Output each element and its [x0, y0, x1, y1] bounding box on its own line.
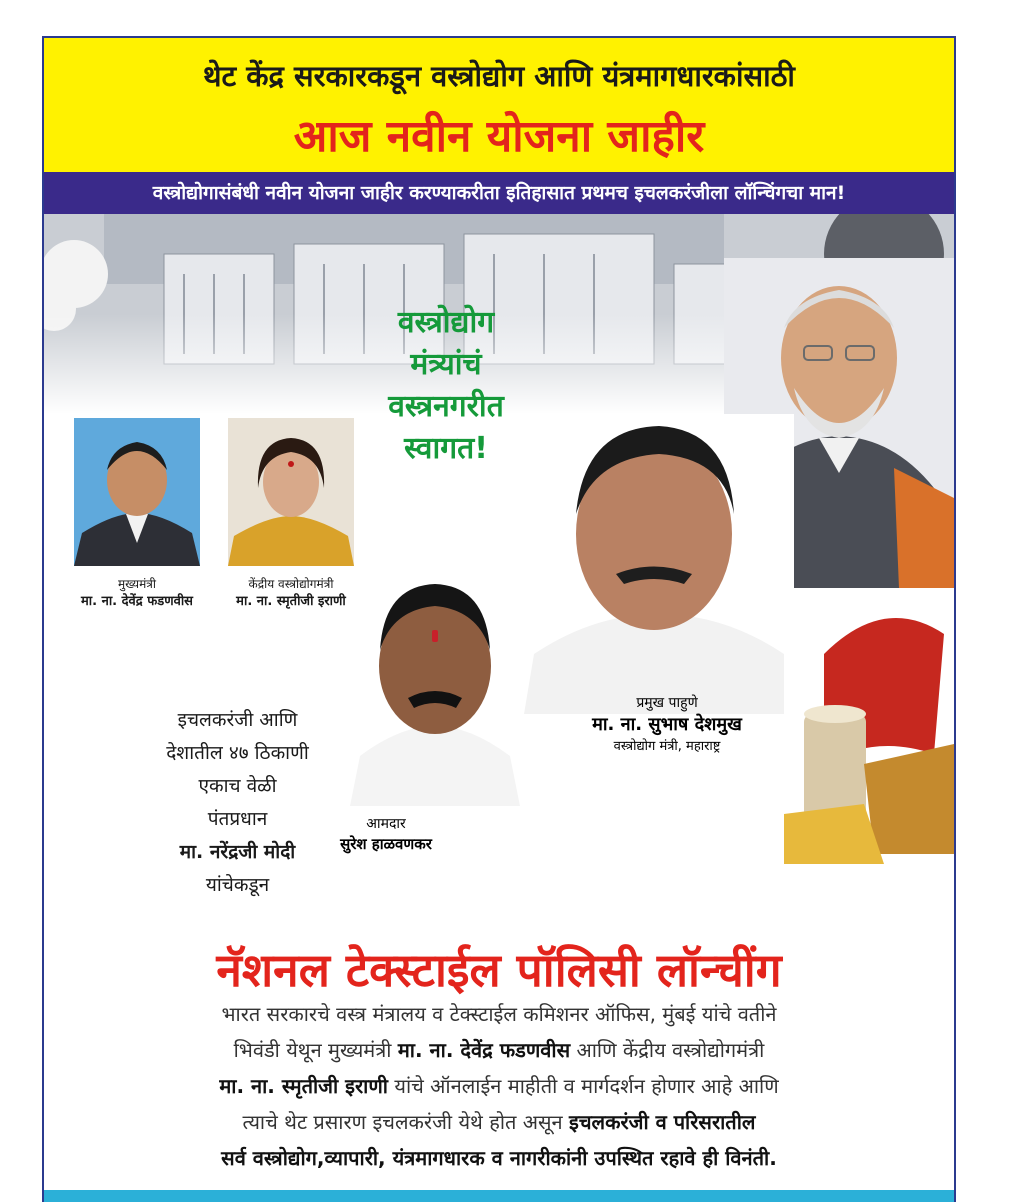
welcome-line: वस्त्रनगरीत — [388, 389, 504, 424]
chief-guest-caption — [522, 692, 812, 758]
intro-text — [130, 704, 345, 902]
photo-collage — [44, 214, 954, 934]
chief-guest-name: मा. ना. सुभाष देशमुख — [592, 714, 742, 735]
body-emphasis: मा. ना. स्मृतीजी इराणी — [219, 1074, 388, 1098]
body-fragment: भिवंडी येथून मुख्यमंत्री — [233, 1038, 398, 1062]
intro-line: पंतप्रधान — [207, 808, 268, 830]
body-emphasis: सर्व वस्त्रोद्योग,व्यापारी, यंत्रमागधारक व नागरीकांनी उपस्थित रहावे ही विनंती. — [221, 1146, 777, 1170]
bottom-strip — [44, 1190, 954, 1202]
main-title: नॅशनल टेक्स्टाईल पॉलिसी लॉन्चींग — [216, 943, 782, 997]
body-line — [58, 1032, 940, 1068]
intro-line: देशातील ४७ ठिकाणी — [166, 742, 309, 764]
cm-title: मुख्यमंत्री — [117, 577, 157, 591]
chief-guest-role: वस्त्रोद्योग मंत्री, महाराष्ट्र — [613, 739, 721, 754]
mla-portrait — [350, 566, 520, 806]
chief-guest-portrait — [524, 414, 794, 714]
textile-minister-photo — [228, 418, 354, 566]
headline-line-1: थेट केंद्र सरकारकडून वस्त्रोद्योग आणि यंत्रमागधारकांसाठी — [203, 59, 795, 93]
body-emphasis: इचलकरंजी व परिसरातील — [569, 1110, 756, 1134]
intro-line: इचलकरंजी आणि — [177, 709, 298, 731]
textile-minister-name: मा. ना. स्मृतीजी इराणी — [236, 594, 346, 609]
cm-caption — [66, 576, 208, 610]
body-line — [58, 1104, 940, 1140]
advertisement — [42, 36, 956, 1202]
intro-line: यांचेकडून — [205, 874, 270, 896]
textile-minister-title: केंद्रीय वस्त्रोद्योगमंत्री — [248, 577, 334, 591]
headline-line-2: आज नवीन योजना जाहीर — [293, 111, 705, 162]
welcome-message — [366, 302, 526, 470]
body-fragment: आणि केंद्रीय वस्त्रोद्योगमंत्री — [570, 1038, 765, 1062]
welcome-line: स्वागत! — [404, 431, 488, 466]
welcome-line: मंत्र्यांचं — [410, 347, 482, 382]
intro-line-pm-name: मा. नरेंद्रजी मोदी — [179, 841, 296, 863]
announcement-banner: वस्त्रोद्योगासंबंधी नवीन योजना जाहीर करण्याकरीता इतिहासात प्रथमच इचलकरंजीला लॉन्चिंगचा मान! — [44, 172, 954, 214]
body-fragment: यांचे ऑनलाईन माहीती व मार्गदर्शन होणार आहे आणि — [387, 1074, 779, 1098]
welcome-line: वस्त्रोद्योग — [397, 305, 495, 340]
body-line: भारत सरकारचे वस्त्र मंत्रालय व टेक्स्टाईल कमिशनर ऑफिस, मुंबई यांचे वतीने — [221, 1002, 777, 1026]
mla-name: सुरेश हाळवणकर — [340, 835, 432, 853]
body-fragment: त्याचे थेट प्रसारण इचलकरंजी येथे होत असून — [242, 1110, 570, 1134]
body-line — [58, 1068, 940, 1104]
chief-guest-label: प्रमुख पाहुणे — [636, 695, 698, 711]
mla-title: आमदार — [366, 816, 406, 832]
cm-photo — [74, 418, 200, 566]
body-line — [58, 1140, 940, 1176]
body-text — [58, 996, 940, 1176]
headline-band — [44, 38, 954, 172]
body-emphasis: मा. ना. देवेंद्र फडणवीस — [397, 1038, 571, 1062]
intro-line: एकाच वेळी — [198, 775, 277, 797]
cm-name: मा. ना. देवेंद्र फडणवीस — [81, 594, 193, 609]
textile-minister-caption — [220, 576, 362, 610]
